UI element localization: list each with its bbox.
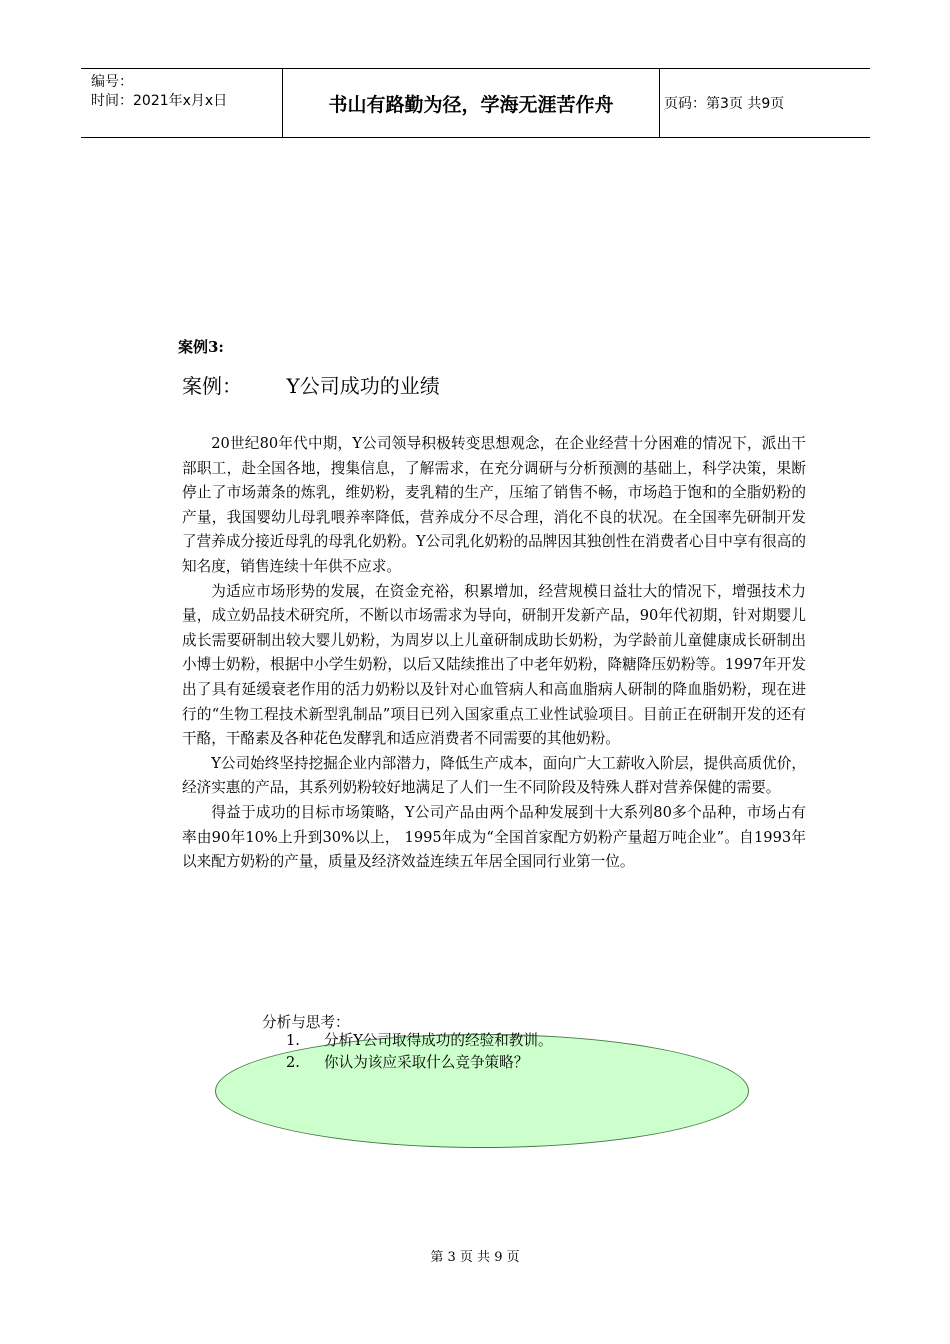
list-item (286, 1052, 553, 1074)
page-label: 页码：第3页 共9页 (664, 96, 785, 112)
header-meta-cell (81, 69, 283, 137)
analysis-list (286, 1030, 553, 1074)
header-page-cell (660, 69, 870, 137)
paragraph: 20世纪80年代中期，Y公司领导积极转变思想观念，在企业经营十分困难的情况下，派出干部职工，赴全国各地，搜集信息，了解需求，在充分调研与分析预测的基础上，科学决策，果断停止了市场萧条的炼乳，维奶粉，麦乳精的生产，压缩了销售不畅，市场趋于饱和的全脂奶粉的产量，我国婴幼儿母乳喂养率降低，营养成分不尽合理，消化不良的状况。在全国率先研制开发了营养成分接近母乳的母乳化奶粉。Y公司乳化奶粉的品牌因其独创性在消费者心目中享有很高的知名度，销售连续十年供不应求。 (182, 435, 806, 575)
list-item (286, 1030, 553, 1052)
case-body (182, 432, 806, 875)
list-number: 1. (286, 1032, 300, 1049)
analysis-heading: 分析与思考： (262, 1014, 350, 1031)
page-header (81, 68, 870, 138)
case-title: 案例： Y公司成功的业绩 (182, 374, 440, 398)
list-number: 2. (286, 1054, 300, 1071)
number-label: 编号： (91, 74, 133, 90)
page-footer: 第 3 页 共 9 页 (430, 1250, 520, 1265)
paragraph: 得益于成功的目标市场策略，Y公司产品由两个品种发展到十大系列80多个品种，市场占有率由90年10%上升到30%以上， 1995年成为“全国首家配方奶粉产量超万吨企业”。自1993年以来配方奶粉的产量，质量及经济效益连续五年居全国同行业第一位。 (182, 803, 806, 871)
motto-text: 书山有路勤为径，学海无涯苦作舟 (328, 93, 614, 116)
case-label: 案例3: (178, 338, 224, 356)
list-text: 分析Y公司取得成功的经验和教训。 (324, 1032, 553, 1049)
list-text: 你认为该应采取什么竞争策略？ (324, 1054, 529, 1071)
header-motto (283, 69, 660, 137)
paragraph: 为适应市场形势的发展，在资金充裕，积累增加，经营规模日益壮大的情况下，增强技术力量，成立奶品技术研究所，不断以市场需求为导向，研制开发新产品，90年代初期，针对期婴儿成长需要研制出较大婴儿奶粉，为周岁以上儿童研制成助长奶粉，为学龄前儿童健康成长研制出小博士奶粉，根据中小学生奶粉，以后又陆续推出了中老年奶粉，降糖降压奶粉等。1997年开发出了具有延缓衰老作用的活力奶粉以及针对心血管病人和高血脂病人研制的降血脂奶粉，现在进行的“生物工程技术新型乳制品”项目已列入国家重点工业性试验项目。目前正在研制开发的还有干酪，干酪素及各种花色发酵乳和适应消费者不同需要的其他奶粉。 (182, 582, 806, 748)
time-label: 时间：2021年x月x日 (91, 93, 228, 109)
paragraph: Y公司始终坚持挖掘企业内部潜力，降低生产成本，面向广大工薪收入阶层，提供高质优价，经济实惠的产品，其系列奶粉较好地满足了人们一生不同阶段及特殊人群对营养保健的需要。 (182, 754, 806, 797)
